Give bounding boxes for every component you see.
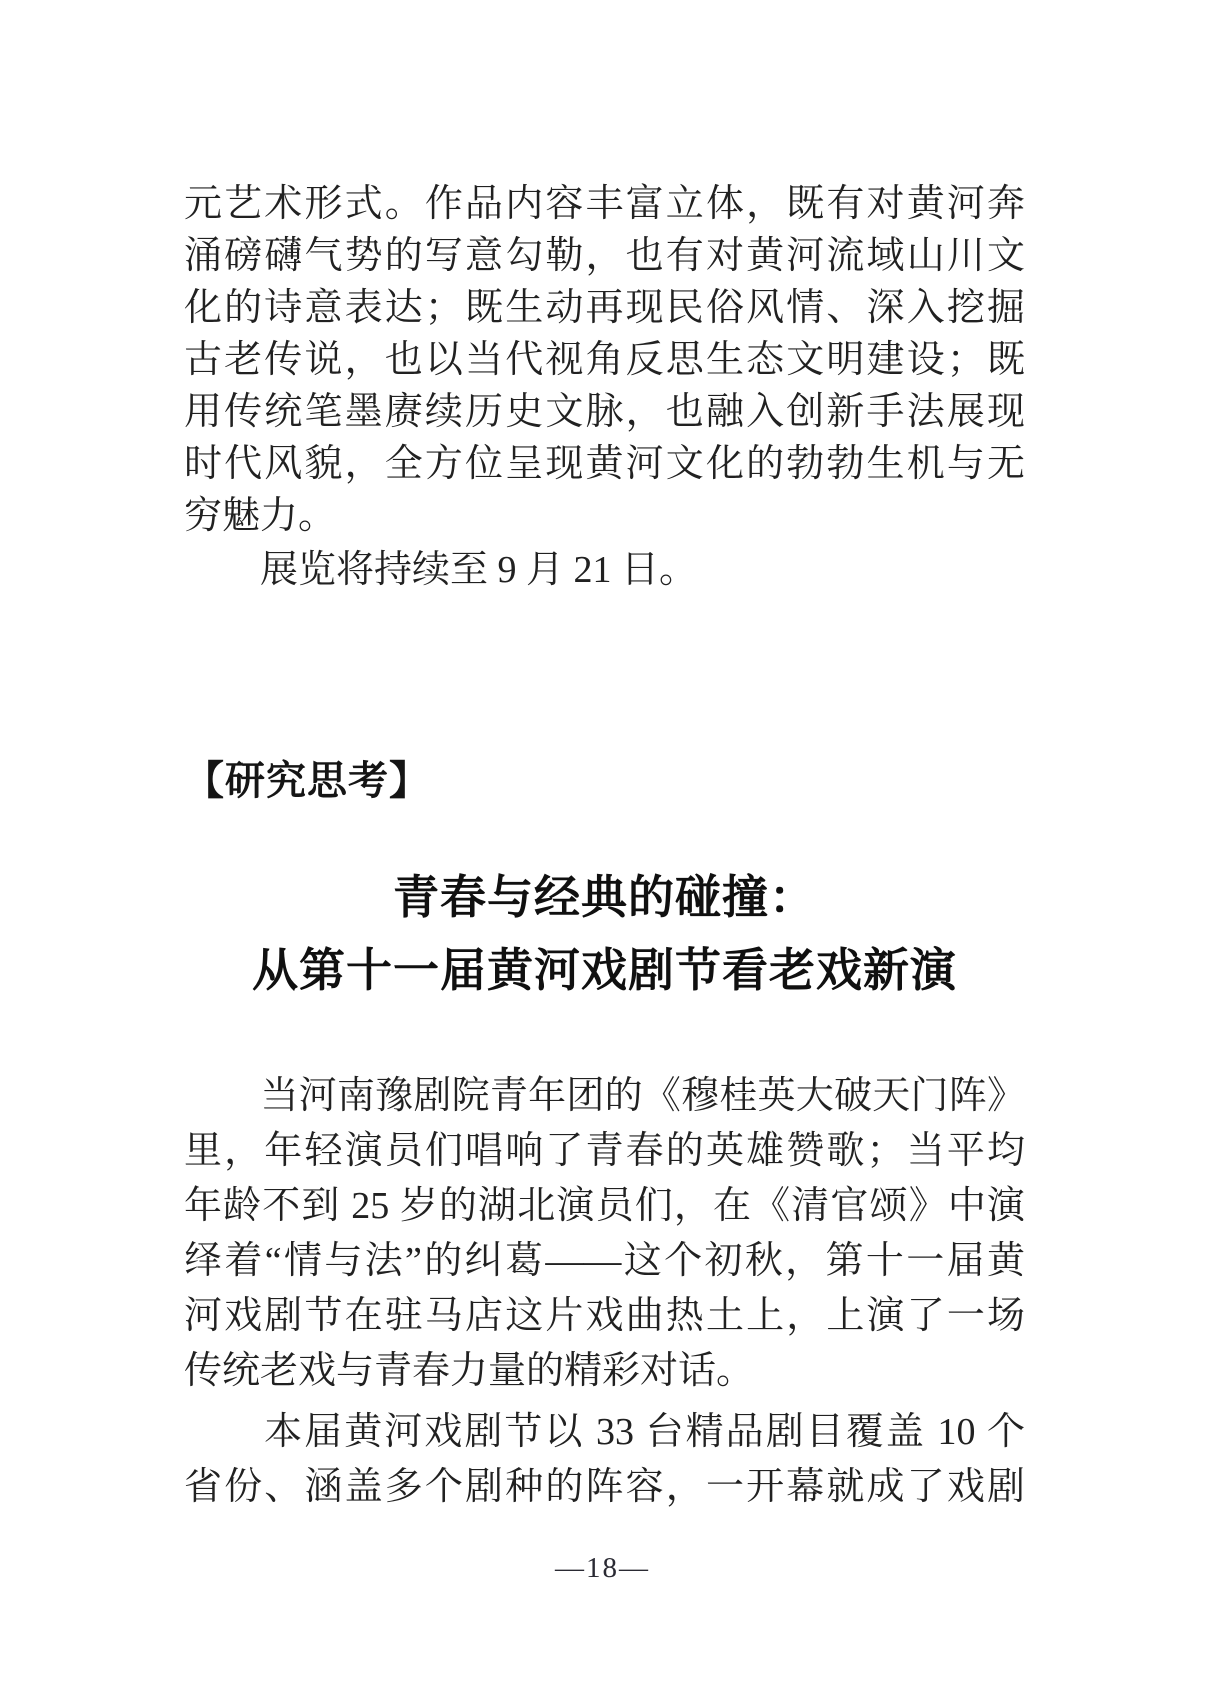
text-line: 元艺术形式。作品内容丰富立体，既有对黄河奔 — [184, 183, 1025, 225]
paragraph-festival-lineup — [184, 1405, 1025, 1515]
text-line: 里，年轻演员们唱响了青春的英雄赞歌；当平均 — [184, 1130, 1025, 1172]
article-title-line-1: 青春与经典的碰撞： — [393, 872, 816, 923]
text-line: 穷魅力。 — [184, 495, 337, 537]
text-line: 年龄不到 25 岁的湖北演员们，在《清官颂》中演 — [184, 1185, 1025, 1227]
text-line: 省份、涵盖多个剧种的阵容，一开幕就成了戏剧 — [184, 1466, 1025, 1508]
paragraph-festival-opening — [184, 1069, 1025, 1399]
text-line: 传统老戏与青春力量的精彩对话。 — [184, 1350, 755, 1392]
text-line: 化的诗意表达；既生动再现民俗风情、深入挖掘 — [184, 287, 1025, 329]
text-line: 展览将持续至 9 月 21 日。 — [184, 549, 698, 591]
paragraph-exhibition-duration — [184, 544, 1025, 596]
text-line: 古老传说，也以当代视角反思生态文明建设；既 — [184, 339, 1025, 381]
text-line: 时代风貌，全方位呈现黄河文化的勃勃生机与无 — [184, 443, 1025, 485]
article-title — [184, 861, 1025, 1007]
text-line: 河戏剧节在驻马店这片戏曲热土上，上演了一场 — [184, 1295, 1025, 1337]
text-line: 本届黄河戏剧节以 33 台精品剧目覆盖 10 个 — [184, 1411, 1025, 1453]
paragraph-yellow-river-art — [184, 178, 1025, 542]
text-line: 用传统笔墨赓续历史文脉，也融入创新手法展现 — [184, 391, 1025, 433]
text-line: 涌磅礴气势的写意勾勒，也有对黄河流域山川文 — [184, 235, 1025, 277]
text-line: 当河南豫剧院青年团的《穆桂英大破天门阵》 — [184, 1075, 1025, 1117]
section-header-research: 【研究思考】 — [184, 759, 430, 803]
page-number: —18— — [555, 1552, 650, 1584]
text-line: 绎着“情与法”的纠葛——这个初秋，第十一届黄 — [184, 1240, 1025, 1282]
article-title-line-2: 从第十一届黄河戏剧节看老戏新演 — [252, 945, 957, 996]
